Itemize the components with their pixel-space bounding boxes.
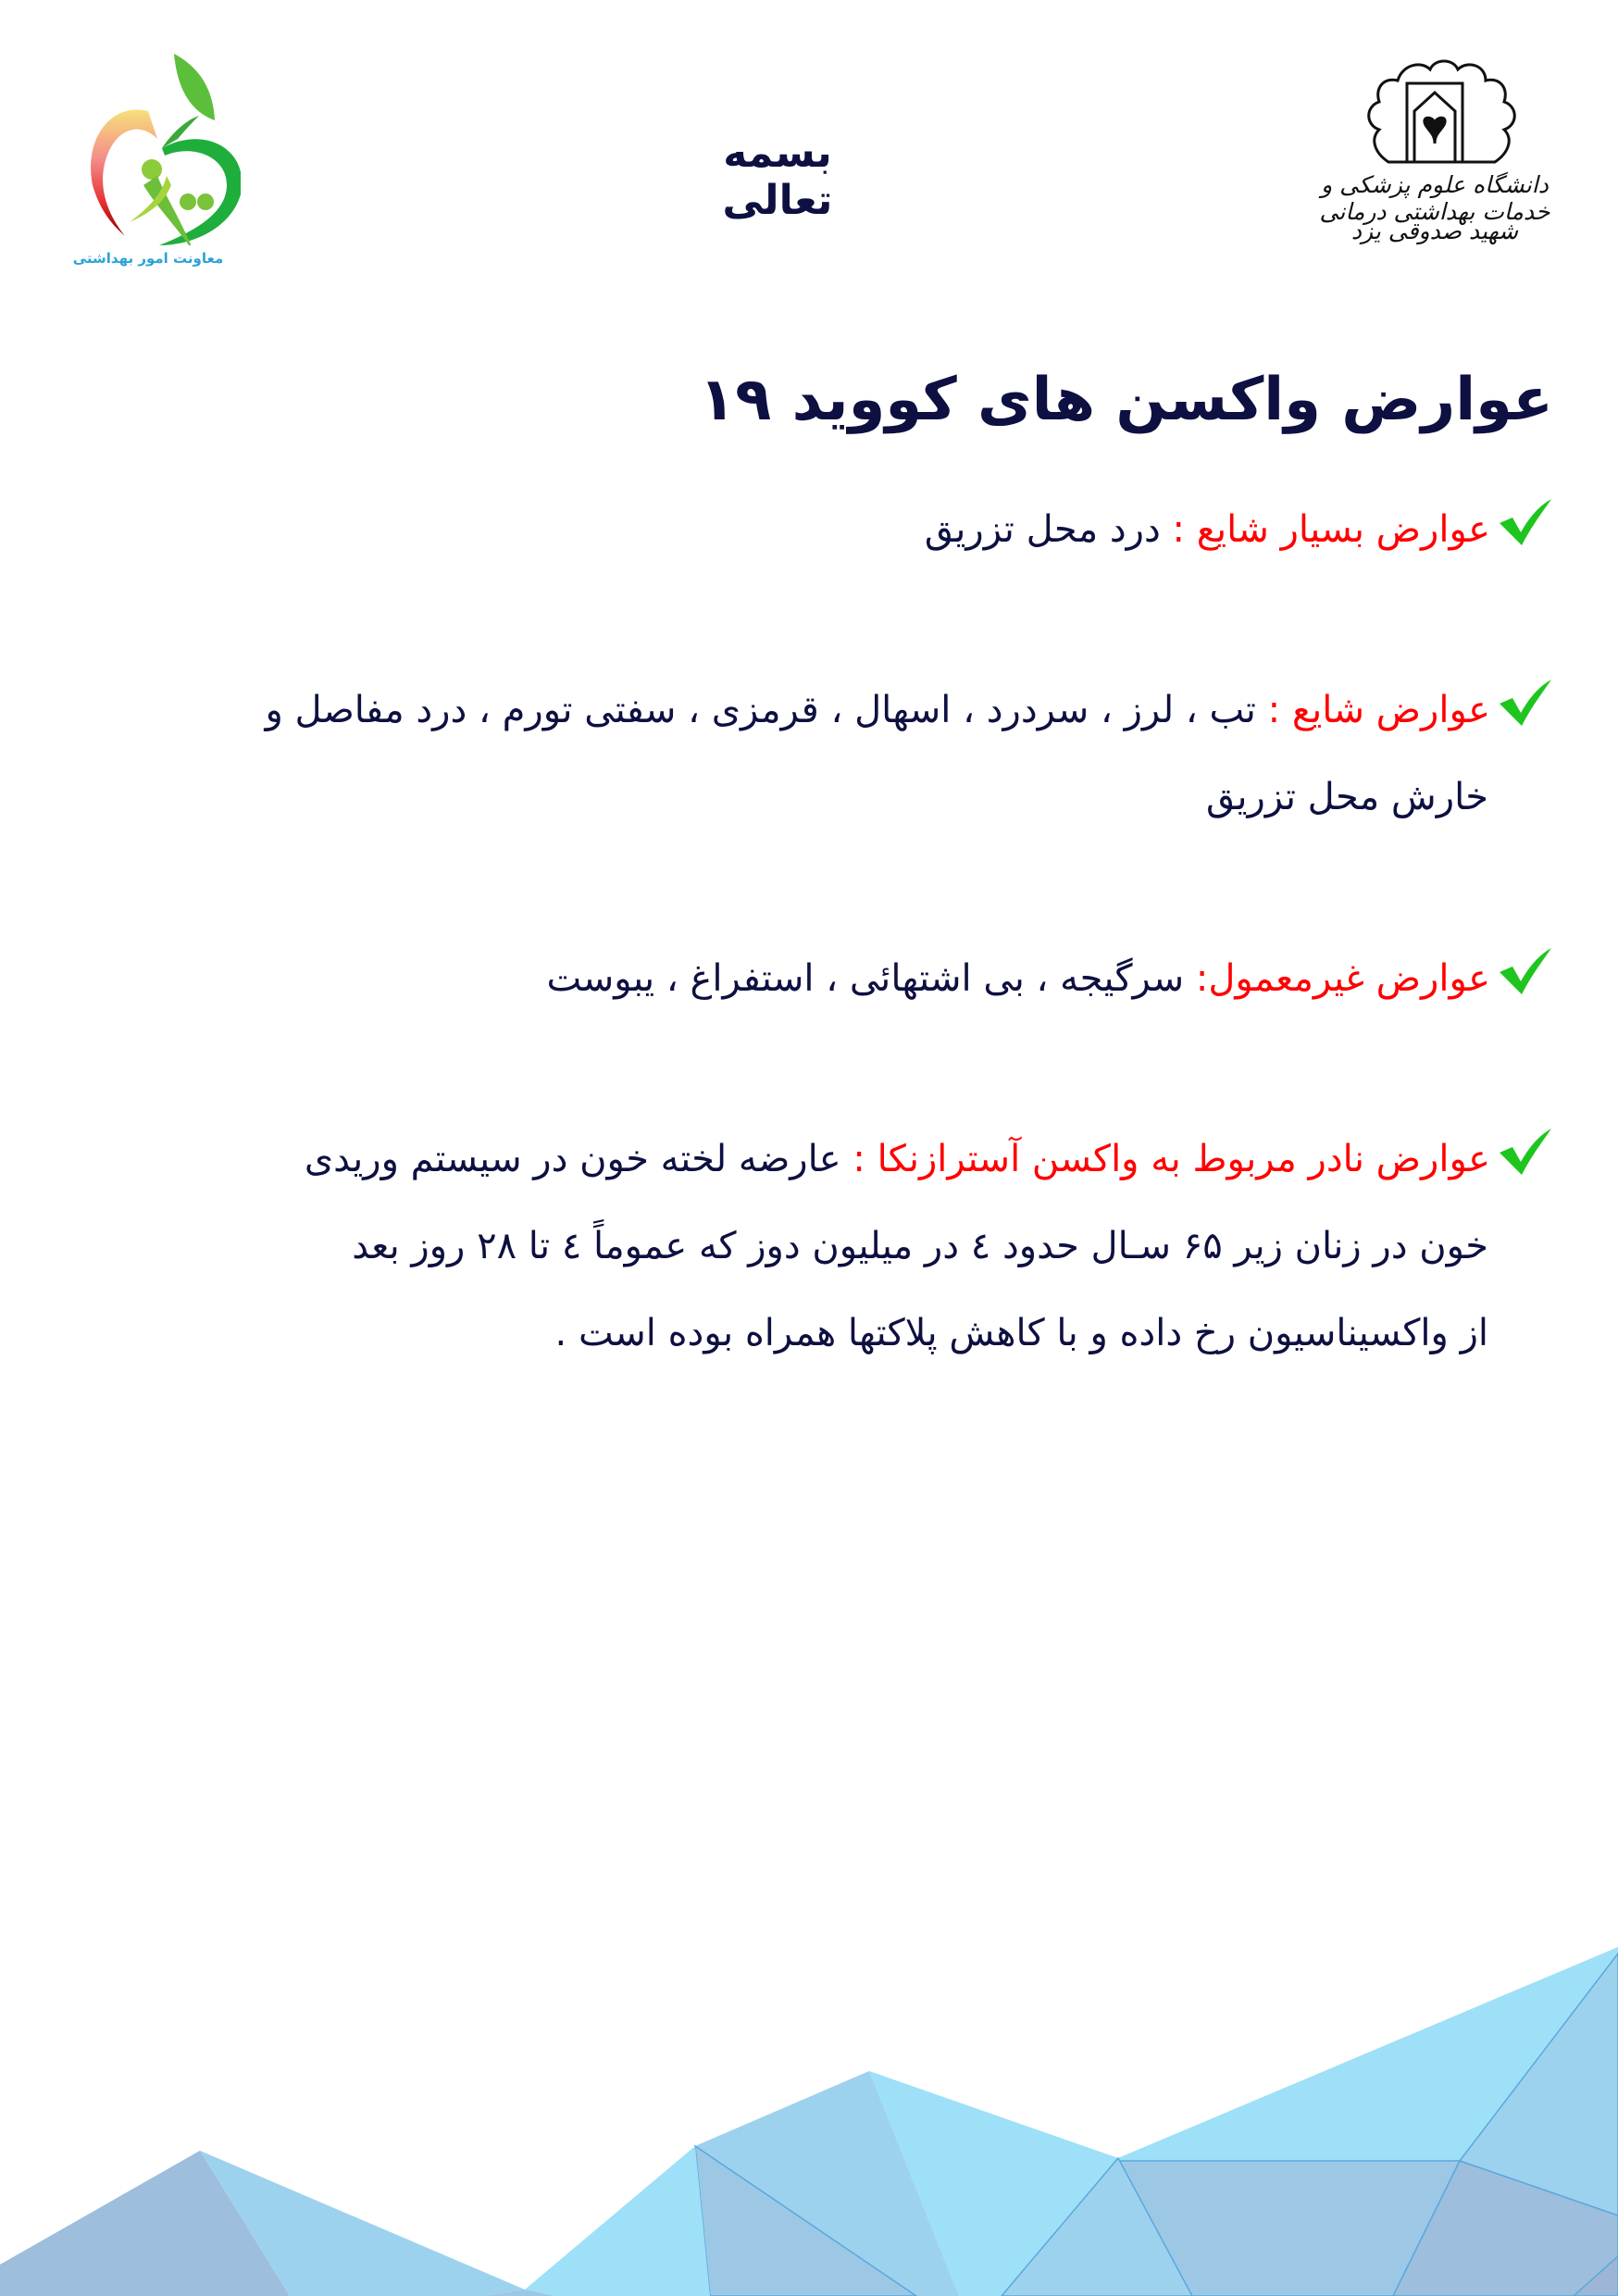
item-text: عارضه لخته خون در سیستم وریدی [304, 1138, 853, 1180]
header-blessing: بسمه تعالی [722, 130, 833, 224]
item-label: عوارض بسیار شایع : [1172, 508, 1490, 551]
item-continuation-2: از واکسیناسیون رخ داده و با کاهش پلاکتها همراه بوده است . [554, 1312, 1488, 1354]
university-logo [1287, 51, 1583, 273]
item-text: تب ، لرز ، سردرد ، اسهال ، قرمزی ، سفتی تورم ، درد مفاصل و [265, 689, 1268, 731]
health-deputy-apple-logo-icon [56, 46, 241, 245]
list-item-uncommon [165, 935, 1553, 1022]
item-label: عوارض شایع : [1267, 689, 1490, 731]
item-label: عوارض غیرمعمول: [1195, 957, 1490, 1000]
list-item-very-common [165, 486, 1553, 573]
item-text: درد محل تزریق [924, 508, 1173, 551]
page-title: عوارض واکسن های کووید ۱۹ [699, 366, 1553, 434]
health-deputy-caption: معاونت امور بهداشتی [72, 250, 224, 267]
green-checkmark-icon [1498, 670, 1553, 717]
list-item-common [72, 667, 1553, 841]
green-checkmark-icon [1498, 1119, 1553, 1166]
university-name-line1: دانشگاه علوم پزشکی و خدمات بهداشتی درمانی [1319, 171, 1550, 225]
university-name-line2: شهید صدوقی یزد [1350, 218, 1519, 244]
health-deputy-logo [56, 46, 241, 287]
green-checkmark-icon [1498, 490, 1553, 536]
item-continuation: خارش محل تزریق [1205, 776, 1488, 818]
item-continuation: خون در زنان زیر ۶۵ سـال حدود ٤ در میلیون دوز که عموماً ٤ تا ۲۸ روز بعد [352, 1225, 1488, 1267]
university-emblem-icon [1287, 51, 1583, 171]
item-label: عوارض نادر مربوط به واکسن آسترازنکا : [853, 1138, 1490, 1180]
list-item-rare-astrazeneca [72, 1116, 1553, 1377]
green-checkmark-icon [1498, 939, 1553, 985]
item-text: سرگیجه ، بی اشتهائی ، استفراغ ، یبوست [546, 957, 1196, 1000]
